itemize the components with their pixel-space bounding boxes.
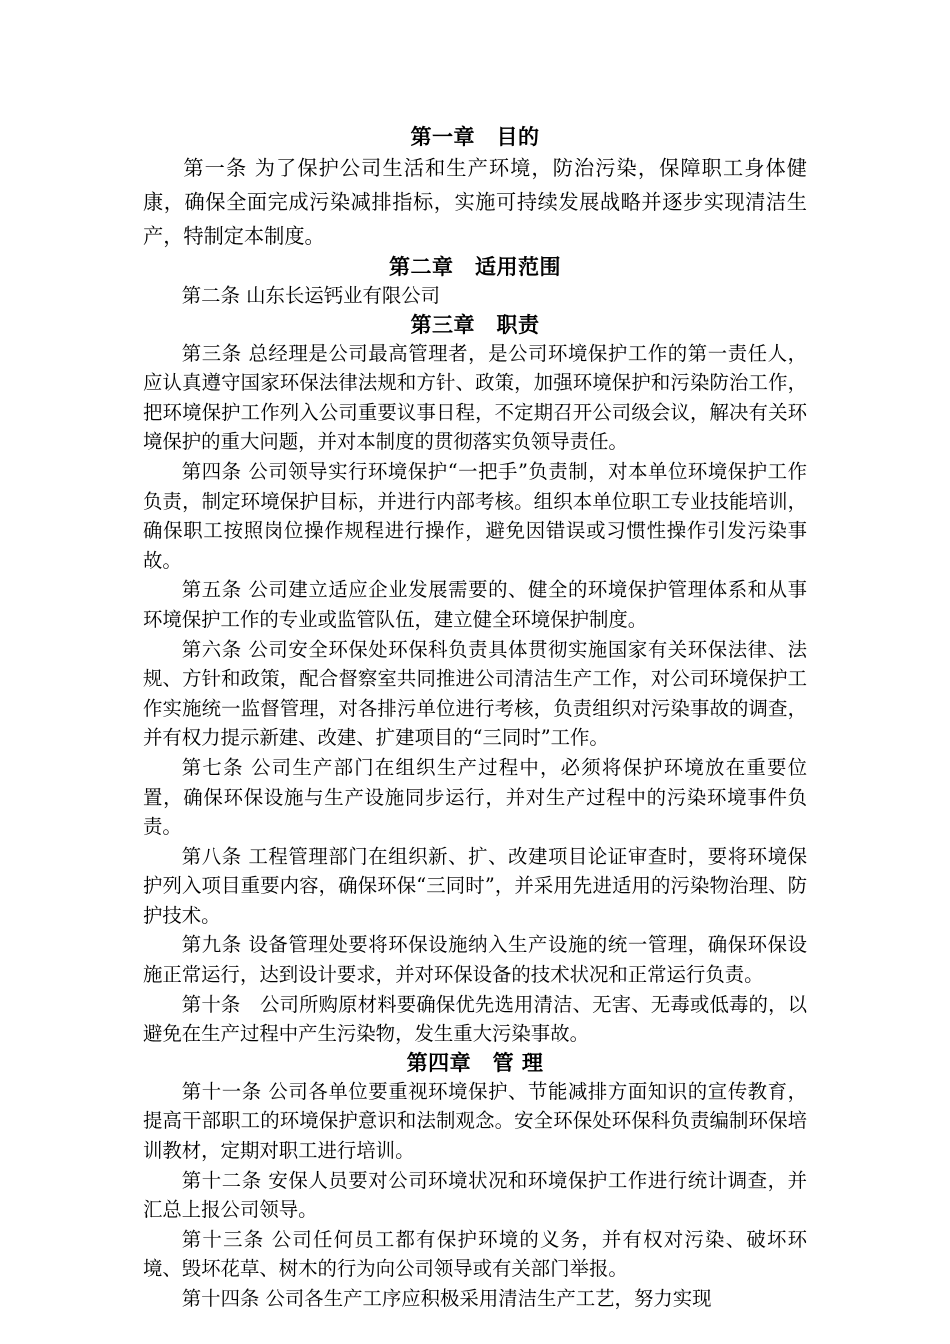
article-12: 第十二条 安保人员要对公司环境状况和环境保护工作进行统计调查，并汇总上报公司领导。 [143, 1168, 807, 1222]
document-body [143, 123, 807, 1314]
article-4: 第四条 公司领导实行环境保护“一把手”负责制，对本单位环境保护工作负责，制定环境保护目标，并进行内部考核。组织本单位职工专业技能培训，确保职工按照岗位操作规程进行操作，避免因错误或习惯性操作引发污染事故。 [143, 459, 807, 572]
article-5: 第五条 公司建立适应企业发展需要的、健全的环境保护管理体系和从事环境保护工作的专业或监管队伍，建立健全环境保护制度。 [143, 578, 807, 631]
article-2: 第二条 山东长运钙业有限公司 [181, 284, 441, 307]
article-8: 第八条 工程管理部门在组织新、扩、改建项目论证审查时，要将环境保护列入项目重要内容，确保环保“三同时”，并采用先进适用的污染物治理、防护技术。 [143, 844, 807, 927]
chapter-1-heading: 第一章 目的 [410, 125, 540, 149]
chapter-4-heading: 第四章 管 理 [406, 1050, 544, 1075]
article-13: 第十三条 公司任何员工都有保护环境的义务，并有权对污染、破坏环境、毁坏花草、树木的行为向公司领导或有关部门举报。 [143, 1227, 807, 1281]
article-1: 第一条 为了保护公司生活和生产环境，防治污染，保障职工身体健康，确保全面完成污染减排指标，实施可持续发展战略并逐步实现清洁生产，特制定本制度。 [143, 156, 807, 248]
article-3: 第三条 总经理是公司最高管理者，是公司环境保护工作的第一责任人，应认真遵守国家环保法律法规和方针、政策，加强环境保护和污染防治工作，把环境保护工作列入公司重要议事日程，不定期召开公司级会议，解决有关环境保护的重大问题，并对本制度的贯彻落实负领导责任。 [143, 341, 807, 454]
chapter-2-heading: 第二章 适用范围 [389, 255, 561, 279]
article-6: 第六条 公司安全环保处环保科负责具体贯彻实施国家有关环保法律、法规、方针和政策，配合督察室共同推进公司清洁生产工作，对公司环境保护工作实施统一监督管理，对各排污单位进行考核，负责组织对污染事故的调查，并有权力提示新建、改建、扩建项目的“三同时”工作。 [143, 637, 807, 750]
article-7: 第七条 公司生产部门在组织生产过程中，必须将保护环境放在重要位置，确保环保设施与生产设施同步运行，并对生产过程中的污染环境事件负责。 [143, 755, 807, 839]
article-10: 第十条 公司所购原材料要确保优先选用清洁、无害、无毒或低毒的，以避免在生产过程中产生污染物，发生重大污染事故。 [143, 992, 807, 1046]
article-9: 第九条 设备管理处要将环保设施纳入生产设施的统一管理，确保环保设施正常运行，达到设计要求，并对环保设备的技术状况和正常运行负责。 [143, 933, 807, 987]
chapter-3-heading: 第三章 职责 [410, 312, 540, 337]
article-11: 第十一条 公司各单位要重视环境保护、节能减排方面知识的宣传教育，提高干部职工的环境保护意识和法制观念。安全环保处环保科负责编制环保培训教材，定期对职工进行培训。 [143, 1079, 807, 1163]
article-14: 第十四条 公司各生产工序应积极采用清洁生产工艺，努力实现 [181, 1287, 712, 1310]
